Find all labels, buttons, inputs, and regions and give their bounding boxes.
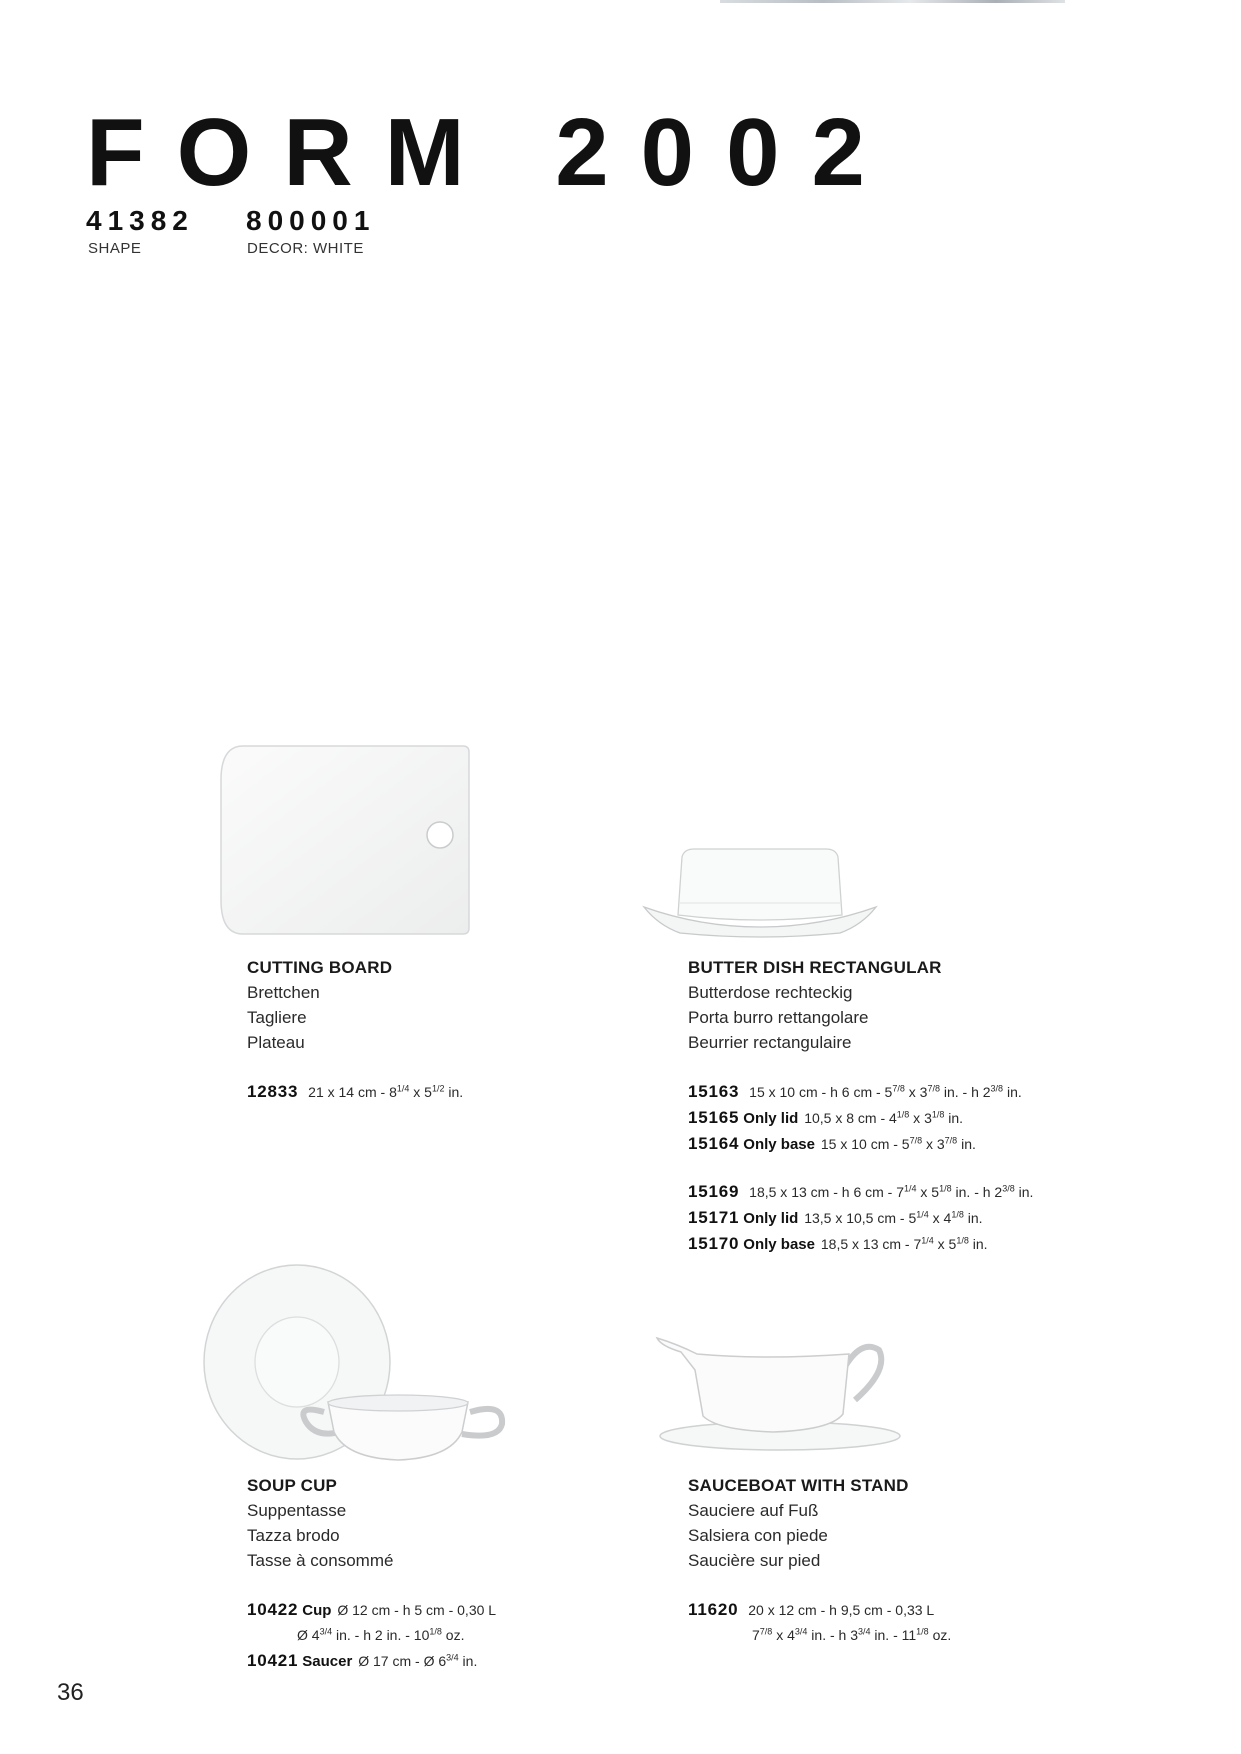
article-qualifier: Only base <box>743 1136 815 1153</box>
decor-code: 800001 <box>246 205 376 236</box>
translation-de: Butterdose rechteckig <box>688 983 853 1002</box>
article-dimensions: 15 x 10 cm - h 6 cm - $5^{7/8}$ x $3^{7/8}$ in. - h $2^{3/8}$ in. <box>749 1083 1022 1100</box>
translation-de: Suppentasse <box>247 1501 347 1520</box>
page-number: 36 <box>57 1679 84 1706</box>
translation-fr: Beurrier rectangulaire <box>688 1033 852 1052</box>
article-number: 15171 <box>688 1208 740 1227</box>
article-row <box>688 1131 1022 1157</box>
butter-dish-translations <box>688 980 869 1055</box>
article-row <box>247 1079 463 1105</box>
article-number: 15163 <box>688 1082 740 1101</box>
article-row <box>247 1597 496 1623</box>
article-dimensions: 20 x 12 cm - h 9,5 cm - 0,33 L <box>748 1602 935 1618</box>
brand-title-cropped <box>86 99 897 206</box>
brand-title: FORM 2002 <box>86 99 897 206</box>
article-dimensions: 13,5 x 10,5 cm - $5^{1/4}$ x $4^{1/8}$ in. <box>804 1209 983 1226</box>
article-dimensions: 18,5 x 13 cm - h 6 cm - $7^{1/4}$ x $5^{1/8}$ in. - h $2^{3/8}$ in. <box>749 1183 1034 1200</box>
article-row <box>688 1179 1033 1205</box>
decor-label: DECOR: WHITE <box>247 240 364 257</box>
article-qualifier: Cup <box>302 1602 332 1619</box>
article-dimensions: 21 x 14 cm - $8^{1/4}$ x $5^{1/2}$ in. <box>308 1083 464 1100</box>
butter-dish-image <box>640 845 880 945</box>
translation-it: Tazza brodo <box>247 1526 340 1545</box>
translation-de: Brettchen <box>247 983 320 1002</box>
soup-cup-name: SOUP CUP <box>247 1476 338 1495</box>
translation-fr: Saucière sur pied <box>688 1551 821 1570</box>
cutting-board-articles <box>247 1079 463 1105</box>
soup-cup-image <box>200 1262 530 1462</box>
cutting-board-image <box>215 740 475 940</box>
translation-it: Salsiera con piede <box>688 1526 828 1545</box>
article-qualifier: Only base <box>743 1236 815 1253</box>
article-dimensions: 15 x 10 cm - $5^{7/8}$ x $3^{7/8}$ in. <box>820 1135 976 1152</box>
article-number: 15170 <box>688 1234 740 1253</box>
shape-code: 41382 <box>86 205 194 236</box>
article-row <box>688 1597 951 1623</box>
article-number: 15164 <box>688 1134 740 1153</box>
article-qualifier: Only lid <box>743 1110 799 1127</box>
article-qualifier: Only lid <box>743 1210 799 1227</box>
article-row <box>688 1105 1022 1131</box>
article-qualifier: Saucer <box>302 1653 353 1670</box>
photo-edge-strip <box>720 0 1065 3</box>
article-number: 15169 <box>688 1182 740 1201</box>
translation-fr: Plateau <box>247 1033 305 1052</box>
article-row <box>688 1231 1033 1257</box>
sauceboat-articles <box>688 1597 951 1648</box>
article-number: 10421 <box>247 1651 299 1670</box>
article-dimensions: Ø 12 cm - h 5 cm - 0,30 L <box>337 1602 497 1618</box>
article-row <box>688 1623 951 1648</box>
article-dimensions: Ø $4^{3/4}$ in. - h 2 in. - $10^{1/8}$ oz. <box>297 1626 465 1643</box>
translation-it: Porta burro rettangolare <box>688 1008 869 1027</box>
sauceboat-image <box>655 1330 905 1452</box>
cutting-board-translations <box>247 980 320 1055</box>
article-number: 10422 <box>247 1600 299 1619</box>
butter-dish-articles-a <box>688 1079 1022 1157</box>
butter-dish-name: BUTTER DISH RECTANGULAR <box>688 958 942 977</box>
translation-fr: Tasse à consommé <box>247 1551 394 1570</box>
article-dimensions: 10,5 x 8 cm - $4^{1/8}$ x $3^{1/8}$ in. <box>804 1109 964 1126</box>
soup-cup-translations <box>247 1498 393 1573</box>
sauceboat-name: SAUCEBOAT WITH STAND <box>688 1476 909 1495</box>
sauceboat-translations <box>688 1498 828 1573</box>
article-dimensions: $7^{7/8}$ x $4^{3/4}$ in. - h $3^{3/4}$ in. - $11^{1/8}$ oz. <box>752 1626 952 1643</box>
article-row <box>688 1079 1022 1105</box>
article-number: 12833 <box>247 1082 299 1101</box>
article-number: 15165 <box>688 1108 740 1127</box>
article-row <box>247 1623 496 1648</box>
soup-cup-articles <box>247 1597 496 1674</box>
shape-label: SHAPE <box>88 240 142 257</box>
translation-de: Sauciere auf Fuß <box>688 1501 819 1520</box>
translation-it: Tagliere <box>247 1008 307 1027</box>
article-row <box>247 1648 496 1674</box>
article-dimensions: 18,5 x 13 cm - $7^{1/4}$ x $5^{1/8}$ in. <box>820 1235 988 1252</box>
article-number: 11620 <box>688 1600 739 1619</box>
cutting-board-name: CUTTING BOARD <box>247 958 393 977</box>
butter-dish-articles-b <box>688 1179 1033 1257</box>
article-dimensions: Ø 17 cm - Ø $6^{3/4}$ in. <box>358 1652 478 1669</box>
article-row <box>688 1205 1033 1231</box>
